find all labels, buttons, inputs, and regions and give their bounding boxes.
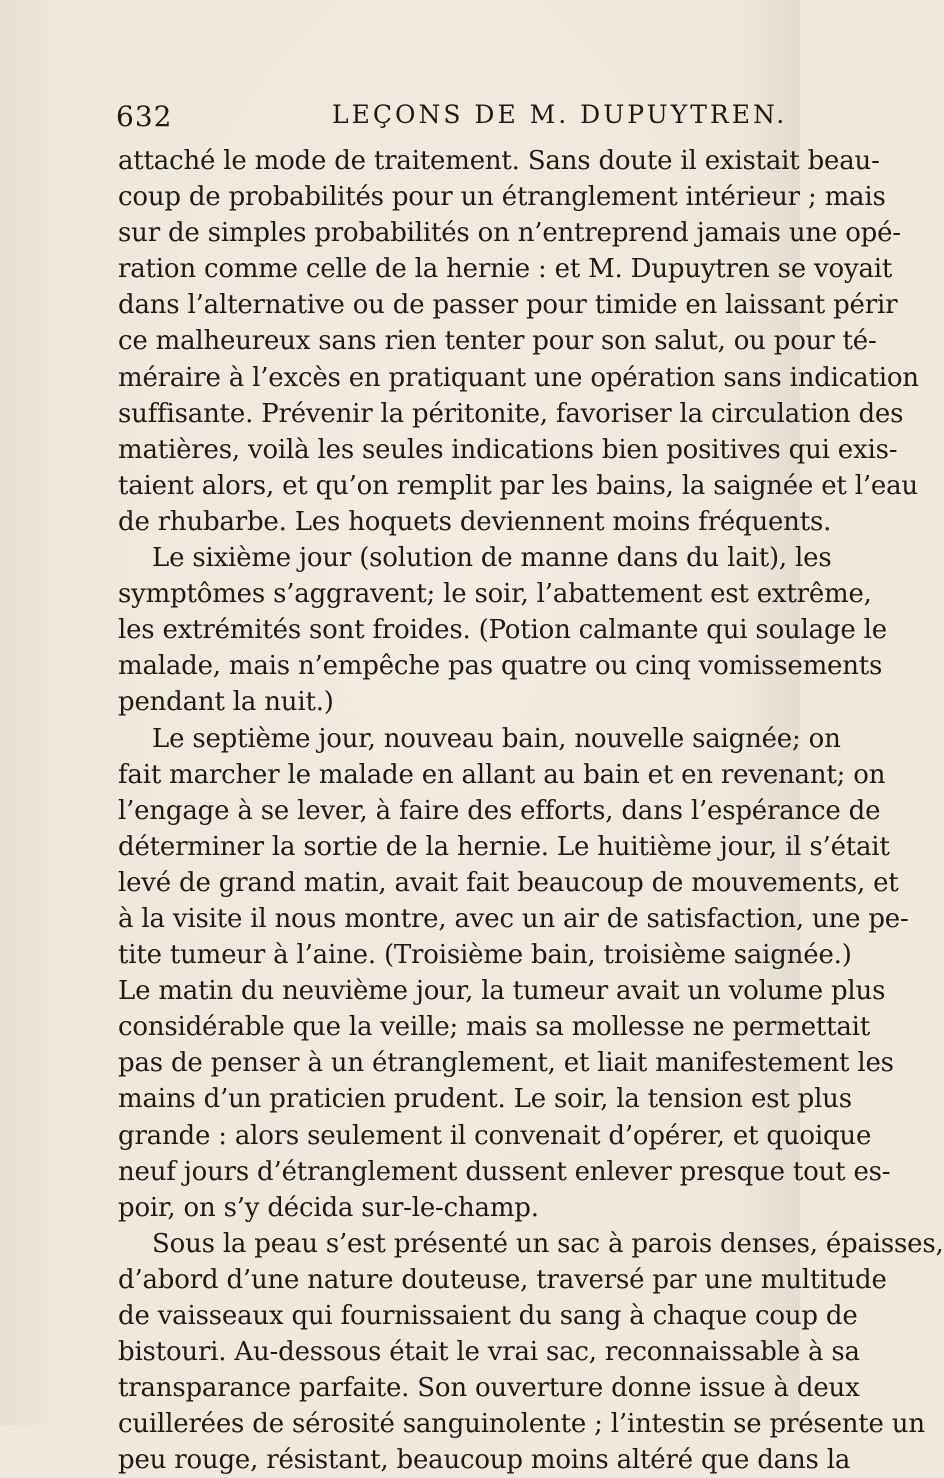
text-line: sur de simples probabilités on n’entreprend jamais une opé- [118, 218, 901, 249]
text-line: cuillerées de sérosité sanguinolente ; l’intestin se présente un [118, 1409, 925, 1440]
text-line: malade, mais n’empêche pas quatre ou cinq vomissements [118, 651, 883, 682]
text-line: tite tumeur à l’aine. (Troisième bain, troisième saignée.) [118, 940, 852, 971]
text-line: neuf jours d’étranglement dussent enlever presque tout es- [118, 1156, 891, 1187]
text-line: transparance parfaite. Son ouverture donne issue à deux [118, 1373, 860, 1404]
text-line: l’engage à se lever, à faire des efforts, dans l’espérance de [118, 795, 881, 826]
text-line: pas de penser à un étranglement, et liait manifestement les [118, 1048, 894, 1079]
text-line: matières, voilà les seules indications bien positives qui exis- [118, 434, 898, 465]
text-line: dans l’alternative ou de passer pour timide en laissant périr [118, 290, 898, 321]
text-line: de rhubarbe. Les hoquets deviennent moins fréquents. [118, 506, 832, 537]
text-line: bistouri. Au-dessous était le vrai sac, reconnaissable à sa [118, 1337, 860, 1368]
body-text [118, 143, 944, 1478]
text-line: symptômes s’aggravent; le soir, l’abattement est extrême, [118, 579, 872, 610]
text-line: méraire à l’excès en pratiquant une opération sans indication [118, 362, 919, 393]
text-line: mains d’un praticien prudent. Le soir, la tension est plus [118, 1084, 852, 1115]
text-line: poir, on s’y décida sur-le-champ. [118, 1192, 539, 1223]
text-line: Le matin du neuvième jour, la tumeur avait un volume plus [118, 976, 886, 1007]
text-line: taient alors, et qu’on remplit par les bains, la saignée et l’eau [118, 470, 918, 501]
text-line: déterminer la sortie de la hernie. Le huitième jour, il s’était [118, 831, 890, 862]
text-line: attaché le mode de traitement. Sans doute il existait beau- [118, 146, 880, 176]
text-line: à la visite il nous montre, avec un air de satisfaction, une pe- [118, 903, 909, 934]
text-line: les extrémités sont froides. (Potion calmante qui soulage le [118, 615, 887, 646]
page-header [116, 100, 788, 140]
running-head: LEÇONS DE M. DUPUYTREN. [332, 100, 788, 129]
text-line: ration comme celle de la hernie : et M. Dupuytren se voyait [118, 254, 893, 285]
text-line: coup de probabilités pour un étranglement intérieur ; mais [118, 182, 886, 213]
text-line: suffisante. Prévenir la péritonite, favoriser la circulation des [118, 398, 904, 429]
text-line: ce malheureux sans rien tenter pour son salut, ou pour té- [118, 326, 877, 357]
text-line: de vaisseaux qui fournissaient du sang à chaque coup de [118, 1301, 858, 1331]
text-line: considérable que la veille; mais sa mollesse ne permettait [118, 1012, 871, 1043]
text-line: Le sixième jour (solution de manne dans du lait), les [152, 543, 832, 574]
text-line: Sous la peau s’est présenté un sac à parois denses, épaisses, [152, 1228, 944, 1259]
text-line: fait marcher le malade en allant au bain et en revenant; on [118, 759, 886, 790]
page-number: 632 [116, 100, 173, 133]
text-line: d’abord d’une nature douteuse, traversé par une multitude [118, 1264, 887, 1295]
text-line: grande : alors seulement il convenait d’opérer, et quoique [118, 1120, 872, 1151]
text-line: levé de grand matin, avait fait beaucoup de mouvements, et [118, 867, 899, 898]
text-line: peu rouge, résistant, beaucoup moins altéré que dans la [118, 1445, 851, 1476]
text-line: Le septième jour, nouveau bain, nouvelle saignée; on [152, 723, 841, 754]
text-line: pendant la nuit.) [118, 687, 334, 718]
